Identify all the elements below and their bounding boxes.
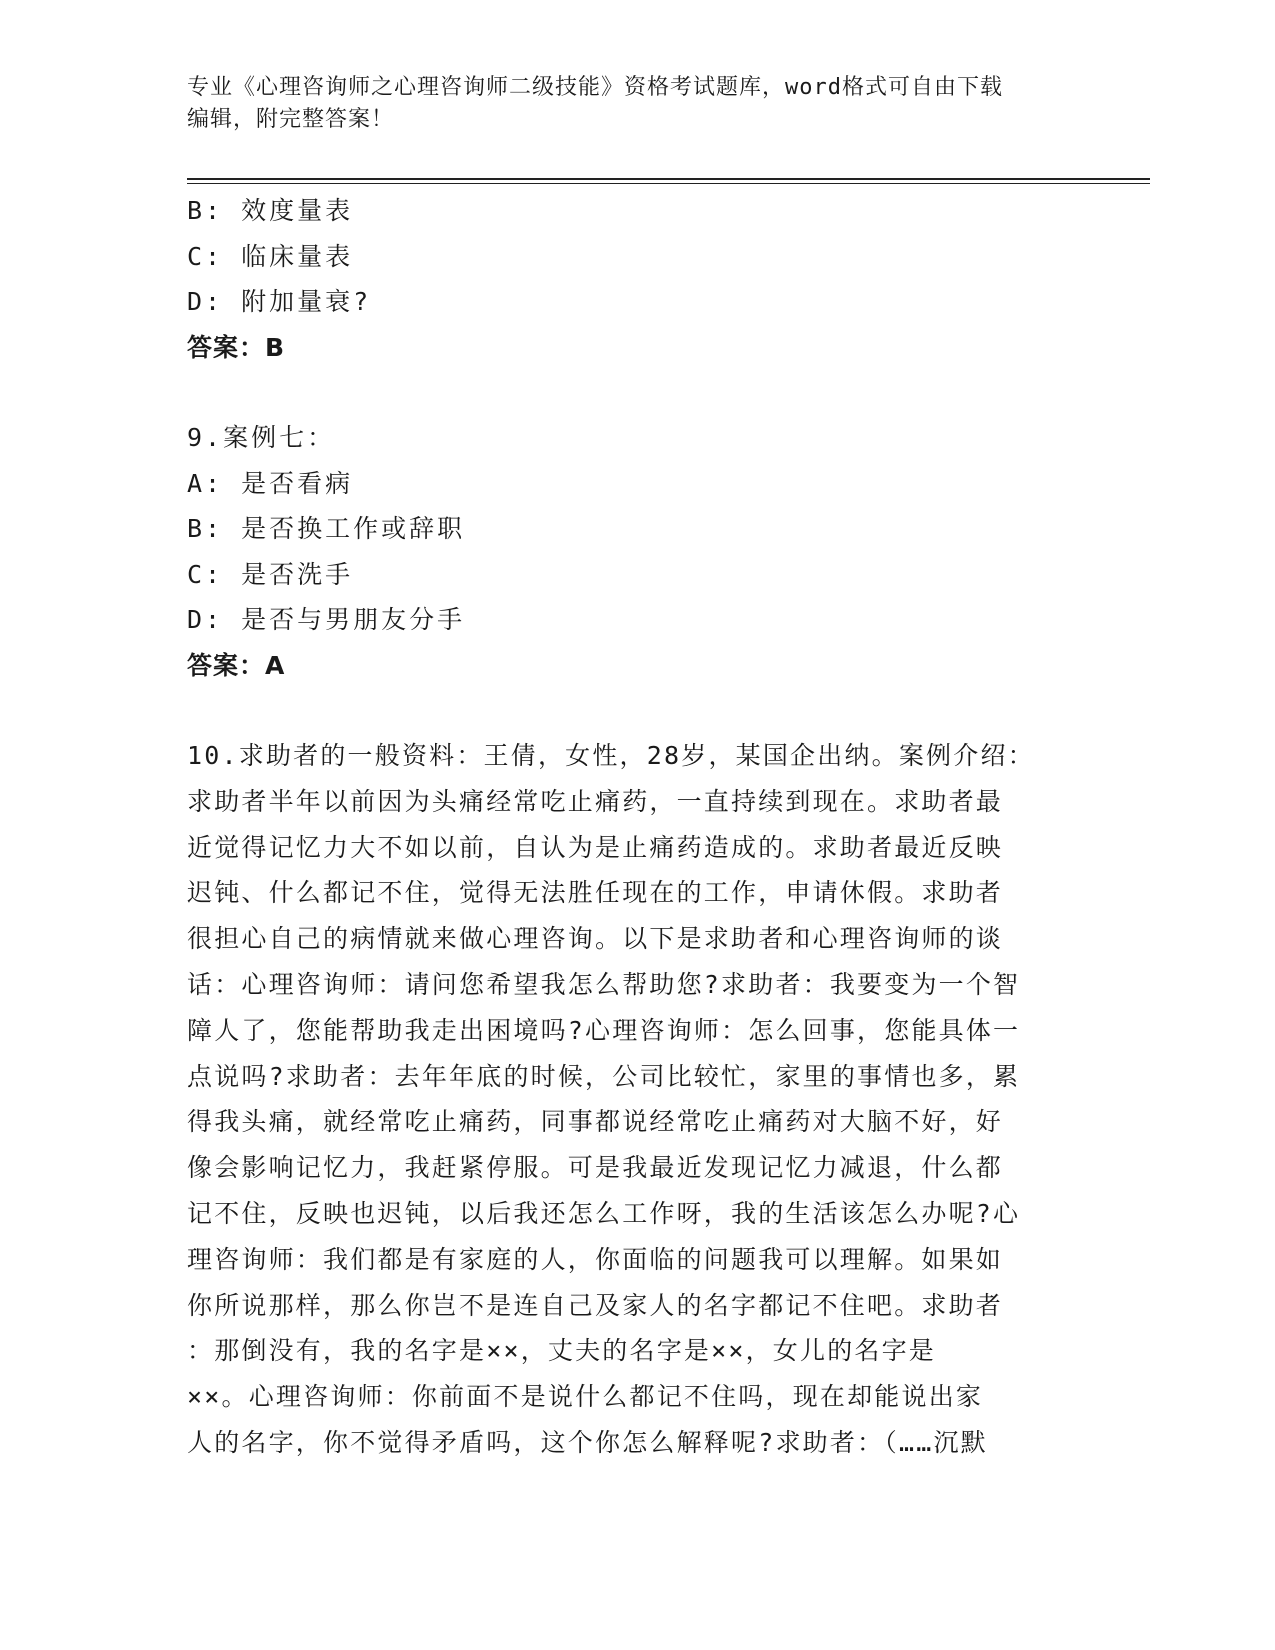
paragraph-line: 像会影响记忆力，我赶紧停服。可是我最近发现记忆力减退，什么都	[187, 1153, 1004, 1183]
option-c: C: 临床量表	[187, 241, 354, 271]
paragraph-line: 点说吗?求助者：去年年底的时候，公司比较忙，家里的事情也多，累	[187, 1061, 1021, 1091]
answer-line: 答案：B	[187, 332, 286, 362]
document-body	[187, 188, 1087, 1466]
header-divider-thin	[187, 183, 1150, 184]
question-10	[187, 733, 1087, 1466]
paragraph-line: 记不住，反映也迟钝，以后我还怎么工作呀，我的生活该怎么办呢?心	[187, 1198, 1021, 1228]
paragraph-line: 10.求助者的一般资料：王倩，女性，28岁，某国企出纳。案例介绍：	[187, 741, 1035, 770]
spacer	[187, 370, 1087, 415]
paragraph-line: 迟钝、什么都记不住，觉得无法胜任现在的工作，申请休假。求助者	[187, 878, 1004, 908]
paragraph-line: 求助者半年以前因为头痛经常吃止痛药，一直持续到现在。求助者最	[187, 786, 1004, 816]
option-b: B: 效度量表	[187, 196, 354, 225]
answer-line: 答案：A	[187, 650, 286, 680]
option-b: B: 是否换工作或辞职	[187, 514, 466, 543]
paragraph-line: 人的名字，你不觉得矛盾吗，这个你怎么解释呢?求助者：（……沉默	[187, 1427, 988, 1457]
option-a: A: 是否看病	[187, 468, 354, 498]
header-divider-thick	[187, 178, 1150, 180]
question-stem: 9.案例七：	[187, 423, 336, 452]
spacer	[187, 688, 1087, 733]
header-line-1: 专业《心理咨询师之心理咨询师二级技能》资格考试题库，word格式可自由下载	[187, 75, 1003, 100]
paragraph-line: ：那倒没有，我的名字是××，丈夫的名字是××，女儿的名字是	[187, 1336, 937, 1366]
paragraph-line: 你所说那样，那么你岂不是连自己及家人的名字都记不住吧。求助者	[187, 1290, 1004, 1320]
paragraph-line: 得我头痛，就经常吃止痛药，同事都说经常吃止痛药对大脑不好，好	[187, 1107, 1004, 1137]
option-c: C: 是否洗手	[187, 559, 354, 589]
page-header	[187, 72, 1087, 136]
paragraph-line: 话：心理咨询师：请问您希望我怎么帮助您?求助者：我要变为一个智	[187, 969, 1021, 999]
paragraph-line: ××。心理咨询师：你前面不是说什么都记不住吗，现在却能说出家	[187, 1382, 984, 1412]
question-8-tail	[187, 188, 1087, 370]
paragraph-line: 障人了，您能帮助我走出困境吗?心理咨询师：怎么回事，您能具体一	[187, 1015, 1021, 1045]
paragraph-line: 近觉得记忆力大不如以前，自认为是止痛药造成的。求助者最近反映	[187, 832, 1004, 862]
option-d: D: 是否与男朋友分手	[187, 605, 466, 634]
paragraph-line: 很担心自己的病情就来做心理咨询。以下是求助者和心理咨询师的谈	[187, 924, 1004, 954]
question-9	[187, 415, 1087, 688]
header-line-2: 编辑，附完整答案！	[187, 107, 395, 132]
paragraph-line: 理咨询师：我们都是有家庭的人，你面临的问题我可以理解。如果如	[187, 1244, 1004, 1274]
option-d: D: 附加量衰?	[187, 287, 372, 316]
